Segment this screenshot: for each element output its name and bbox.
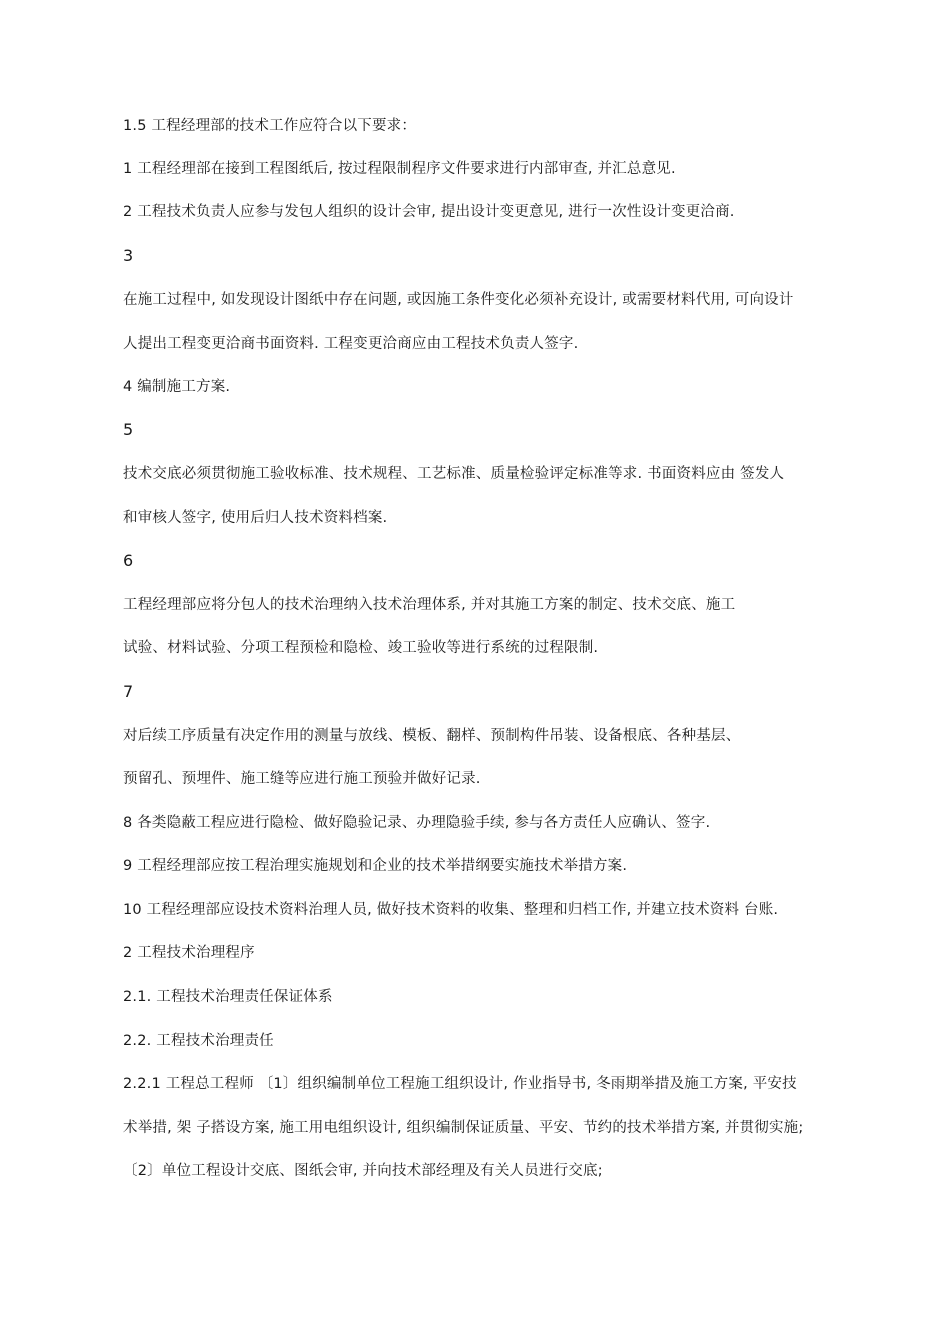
paragraph: 2.2.1 工程总工程师 〔1〕组织编制单位工程施工组织设计, 作业指导书, 冬雨期举措及施工方案, 平安技 bbox=[123, 1076, 797, 1092]
paragraph: 预留孔、预埋件、施工缝等应进行施工预验并做好记录. bbox=[123, 771, 481, 787]
paragraph: 技术交底必须贯彻施工验收标准、技术规程、工艺标准、质量检验评定标准等求. 书面资料应由 签发人 bbox=[123, 466, 785, 482]
section-heading: 2.1. 工程技术治理责任保证体系 bbox=[123, 989, 333, 1005]
paragraph: 试验、材料试验、分项工程预检和隐检、竣工验收等进行系统的过程限制. bbox=[123, 640, 599, 656]
paragraph: 9 工程经理部应按工程治理实施规划和企业的技术举措纲要实施技术举措方案. bbox=[123, 858, 628, 874]
paragraph: 〔2〕单位工程设计交底、图纸会审, 并向技术部经理及有关人员进行交底; bbox=[123, 1163, 603, 1179]
item-number: 7 bbox=[123, 682, 134, 701]
paragraph: 人提出工程变更洽商书面资料. 工程变更洽商应由工程技术负责人签字. bbox=[123, 336, 579, 352]
section-heading: 1.5 工程经理部的技术工作应符合以下要求： bbox=[123, 118, 417, 134]
paragraph: 4 编制施工方案. bbox=[123, 379, 231, 395]
item-number: 3 bbox=[123, 246, 134, 265]
item-number: 6 bbox=[123, 551, 134, 570]
paragraph: 8 各类隐蔽工程应进行隐检、做好隐验记录、办理隐验手续, 参与各方责任人应确认、签字. bbox=[123, 815, 711, 831]
paragraph: 术举措, 架 子搭设方案, 施工用电组织设计, 组织编制保证质量、平安、节约的技术举措方案, 并贯彻实施; bbox=[123, 1120, 804, 1136]
paragraph: 1 工程经理部在接到工程图纸后, 按过程限制程序文件要求进行内部审查, 并汇总意见. bbox=[123, 161, 676, 177]
paragraph: 对后续工序质量有决定作用的测量与放线、模板、翻样、预制构件吊装、设备根底、各种基层、 bbox=[123, 728, 741, 744]
paragraph: 和审核人签字, 使用后归人技术资料档案. bbox=[123, 510, 388, 526]
section-heading: 2 工程技术治理程序 bbox=[123, 945, 255, 961]
item-number: 5 bbox=[123, 420, 134, 439]
section-heading: 2.2. 工程技术治理责任 bbox=[123, 1033, 274, 1049]
paragraph: 2 工程技术负责人应参与发包人组织的设计会审, 提出设计变更意见, 进行一次性设计变更洽商. bbox=[123, 204, 735, 220]
paragraph: 10 工程经理部应设技术资料治理人员, 做好技术资料的收集、整理和归档工作, 并建立技术资料 台账. bbox=[123, 902, 779, 918]
paragraph: 在施工过程中, 如发现设计图纸中存在问题, 或因施工条件变化必须补充设计, 或需要材料代用, 可向设计 bbox=[123, 292, 794, 308]
paragraph: 工程经理部应将分包人的技术治理纳入技术治理体系, 并对其施工方案的制定、技术交底、施工 bbox=[123, 597, 736, 613]
